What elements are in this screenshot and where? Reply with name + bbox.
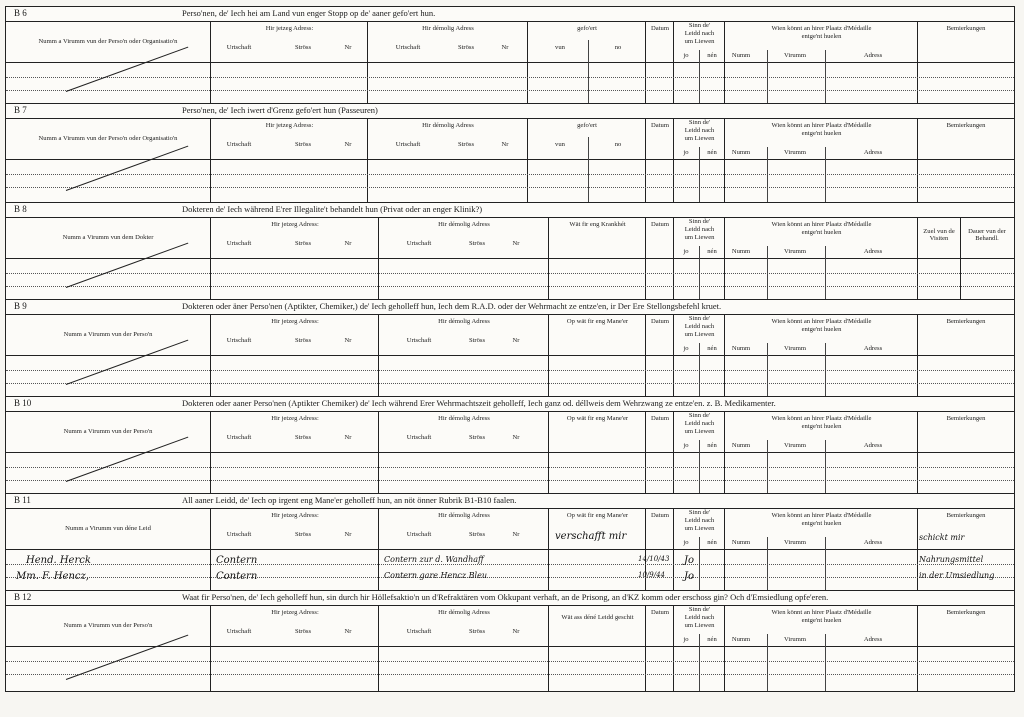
medal-label: Wien könnt an hirer Plaatz d'Médaille: [771, 512, 872, 519]
section-code: B 10: [14, 398, 32, 408]
section-code: B 9: [14, 301, 27, 311]
header-row-divider: [6, 452, 1014, 453]
section-b11: [5, 493, 1015, 590]
section-code: B 7: [14, 105, 27, 115]
medal-subdivider: [825, 343, 826, 396]
section-b7: [5, 103, 1015, 202]
column-7: [918, 606, 1014, 691]
section-b9: [5, 299, 1015, 396]
section-b6: [5, 6, 1015, 103]
street-label: Ströss: [294, 44, 312, 51]
leidd-label: Leidd nach: [684, 614, 715, 621]
header-row-divider: [6, 258, 1014, 259]
street-label: Ströss: [294, 141, 312, 148]
medal-subdivider: [825, 440, 826, 493]
handwritten-help-1: verschafft mir: [555, 531, 627, 542]
number-label: Nr: [344, 628, 352, 635]
liewen-label: um Liewen: [684, 38, 715, 45]
sinn-label: Sinn de': [688, 606, 711, 613]
handwritten-name-1: Hend. Herck: [26, 555, 91, 566]
medal-subdivider: [767, 343, 768, 396]
medal-label-2: entge'nt huelen: [801, 130, 842, 137]
no-label: nén: [707, 636, 717, 643]
medal-subdivider: [767, 440, 768, 493]
number-label: Nr: [344, 337, 352, 344]
medal-name-label: Numm: [731, 248, 751, 255]
name-column-label: Numm a Virumm vun dem Dokter: [62, 234, 154, 241]
section-title: Waat fir Perso'nen, de' Iech geholleff hun, sin durch hir Höllefsaktio'n un d'Refraktären vom Okkupant verhaft, an de Prisong, an d'KZ komm oder erschoss gin? Och d'Emsiedlung opfe'eren.: [182, 592, 829, 602]
entry-line: [6, 273, 1014, 274]
current-address-label: Hir jetzeg Adress:: [271, 221, 319, 228]
sinn-label: Sinn de': [688, 412, 711, 419]
manner-label: Op wät fir eng Mane'er: [566, 318, 629, 325]
medal-label-2: entge'nt huelen: [801, 229, 842, 236]
name-column-label: Numm a Virumm vun déne Leid: [65, 525, 151, 532]
medal-subdivider: [767, 634, 768, 691]
street-label: Ströss: [468, 531, 486, 538]
medal-address-label: Adress: [863, 636, 883, 643]
medal-label-2: entge'nt huelen: [801, 423, 842, 430]
name-column-label: Numm a Virumm vun der Perso'n: [63, 331, 153, 338]
from-label: vun: [555, 44, 565, 51]
no-label: nén: [707, 345, 717, 352]
date-label: Datum: [651, 25, 669, 32]
medal-label-2: entge'nt huelen: [801, 33, 842, 40]
section-title: Perso'nen, de' Iech iwert d'Grenz gefo'ert hun (Passeuren): [182, 105, 378, 115]
section-b12: [5, 590, 1015, 692]
yes-no-divider: [699, 537, 700, 590]
manner-label: Op wät fir eng Mane'er: [566, 512, 629, 519]
entry-line: [6, 383, 1014, 384]
section-body: [6, 119, 1014, 202]
column-0: [6, 606, 211, 691]
medal-subdivider: [825, 50, 826, 103]
header-row-divider: [6, 355, 1014, 356]
section-title: All aaner Leidd, de' Iech op irgent eng Mane'er geholleff hun, an nöt önner Rubrik B1-B10 faalen.: [182, 495, 517, 505]
section-header: [6, 591, 1014, 606]
section-title: Dokteren oder äner Perso'nen (Aptikter, Chemiker,) de' Iech geholleff hun, Iech dem R.A.D. oder der Wehrmacht ze entze'en, ir Der Ere Stellongsbefehl kruet.: [182, 301, 722, 311]
remarks-label: Bemierkungen: [946, 415, 986, 422]
number-label: Nr: [344, 531, 352, 538]
transported-label: gefo'ert: [577, 25, 597, 32]
yes-label: jo: [683, 345, 689, 352]
locality-label: Urtschaft: [226, 434, 252, 441]
medal-label: Wien könnt an hirer Plaatz d'Médaille: [771, 25, 872, 32]
medal-name-label: Numm: [731, 149, 751, 156]
name-column-label: Numm a Virumm vun der Perso'n oder Organisatio'n: [38, 38, 178, 45]
entry-line: [6, 577, 1014, 578]
manner-label: Wät fir eng Krankhét: [569, 221, 626, 228]
entry-line: [6, 174, 1014, 175]
medal-address-label: Adress: [863, 442, 883, 449]
to-label: no: [614, 141, 622, 148]
yes-no-divider: [699, 634, 700, 691]
sinn-label: Sinn de': [688, 119, 711, 126]
former-address-label: Hir démolig Adress: [438, 609, 490, 616]
locality-label: Urtschaft: [395, 44, 421, 51]
locality-label: Urtschaft: [226, 240, 252, 247]
entry-line: [6, 370, 1014, 371]
sinn-label: Sinn de': [688, 218, 711, 225]
column-4: [646, 606, 674, 691]
manner-label: Wät ass déné Leidd geschit: [561, 614, 634, 621]
section-body: [6, 22, 1014, 103]
locality-label: Urtschaft: [226, 141, 252, 148]
handwritten-address-1: Contern zur d. Wandhaff: [384, 555, 484, 564]
sinn-label: Sinn de': [688, 315, 711, 322]
handwritten-remark-4: in der Umsiedlung: [919, 571, 995, 580]
handwritten-name-2: Mm. F. Hencz,: [16, 571, 89, 582]
yes-no-divider: [699, 50, 700, 103]
number-label: Nr: [512, 434, 520, 441]
medal-address-label: Adress: [863, 52, 883, 59]
medal-subdivider: [767, 246, 768, 299]
header-row-divider: [6, 62, 1014, 63]
medal-address-label: Adress: [863, 149, 883, 156]
liewen-label: um Liewen: [684, 135, 715, 142]
section-body: [6, 315, 1014, 396]
handwritten-remark-3: Nahrungsmittel: [919, 555, 984, 564]
leidd-label: Leidd nach: [684, 30, 715, 37]
medal-name-label: Numm: [731, 539, 751, 546]
medal-label: Wien könnt an hirer Plaatz d'Médaille: [771, 415, 872, 422]
name-column-label: Numm a Virumm vun der Perso'n: [63, 428, 153, 435]
remarks-label: Bemierkungen: [946, 318, 986, 325]
no-label: nén: [707, 539, 717, 546]
medal-name-label: Numm: [731, 442, 751, 449]
duration-label: Dauer vun der Behandl.: [968, 228, 1006, 242]
section-header: [6, 7, 1014, 22]
locality-label: Urtschaft: [406, 531, 432, 538]
section-title: Dokteren de' Iech während E'rer Illegalite't behandelt hun (Privat oder an enger Klinik?): [182, 204, 483, 214]
handwritten-remark-1: schickt mir: [919, 533, 965, 542]
handwritten-place-1: Contern: [216, 555, 258, 566]
current-address-label: Hir jetzeg Adress:: [265, 25, 314, 32]
section-code: B 12: [14, 592, 32, 602]
leidd-label: Leidd nach: [684, 420, 715, 427]
leidd-label: Leidd nach: [684, 323, 715, 330]
street-label: Ströss: [294, 628, 312, 635]
yes-label: jo: [683, 149, 689, 156]
manner-label: Op wät fir eng Mane'er: [566, 415, 629, 422]
yes-label: jo: [683, 442, 689, 449]
section-code: B 11: [14, 495, 31, 505]
yes-label: jo: [683, 248, 689, 255]
former-address-label: Hir démolig Adress: [438, 512, 490, 519]
date-label: Datum: [651, 415, 669, 422]
from-to-divider: [588, 137, 589, 202]
yes-no-divider: [699, 440, 700, 493]
registration-form: [5, 6, 1015, 692]
section-title: Dokteren oder aaner Perso'nen (Aptikter Chemiker) de' Iech während Erer Wehrmachtszeit geholleff, Iech ganz od. déllweis dem Wehrzwang ze entze'en. z. B. Medikamenter.: [182, 398, 776, 408]
header-row-divider: [6, 549, 1014, 550]
medal-subdivider: [767, 147, 768, 202]
number-label: Nr: [512, 628, 520, 635]
street-label: Ströss: [468, 240, 486, 247]
former-address-label: Hir démolig Adress: [422, 122, 474, 129]
medal-name-label: Numm: [731, 345, 751, 352]
number-label: Nr: [501, 44, 509, 51]
date-label: Datum: [651, 221, 669, 228]
current-address-label: Hir jetzeg Adress:: [271, 415, 319, 422]
no-label: nén: [707, 442, 717, 449]
name-column-label: Numm a Virumm vun der Perso'n: [63, 622, 153, 629]
number-label: Nr: [344, 240, 352, 247]
transported-label: gefo'ert: [577, 122, 597, 129]
locality-label: Urtschaft: [226, 44, 252, 51]
handwritten-place-2: Contern: [216, 571, 258, 582]
medal-subdivider: [767, 50, 768, 103]
medal-name-label: Numm: [731, 52, 751, 59]
street-label: Ströss: [457, 141, 475, 148]
from-label: vun: [555, 141, 565, 148]
column-1: [211, 119, 368, 202]
medal-address-label: Adress: [863, 345, 883, 352]
liewen-label: um Liewen: [684, 525, 715, 532]
medal-address-label: Adress: [863, 539, 883, 546]
medal-firstname-label: Virumm: [784, 442, 806, 449]
number-label: Nr: [501, 141, 509, 148]
section-header: [6, 494, 1014, 509]
date-label: Datum: [651, 122, 669, 129]
section-body: [6, 218, 1014, 299]
yes-no-divider: [699, 343, 700, 396]
entry-line: [6, 480, 1014, 481]
column-4: [646, 119, 674, 202]
remarks-label: Bemierkungen: [946, 25, 986, 32]
street-label: Ströss: [468, 628, 486, 635]
medal-label-2: entge'nt huelen: [801, 617, 842, 624]
no-label: nén: [707, 248, 717, 255]
remarks-label: Bemierkungen: [946, 512, 986, 519]
section-header: [6, 104, 1014, 119]
section-b8: [5, 202, 1015, 299]
medal-firstname-label: Virumm: [784, 52, 806, 59]
entry-line: [6, 187, 1014, 188]
section-body: [6, 606, 1014, 691]
leidd-label: Leidd nach: [684, 517, 715, 524]
to-label: no: [614, 44, 622, 51]
remarks-label: Bemierkungen: [946, 609, 986, 616]
number-label: Nr: [512, 337, 520, 344]
medal-firstname-label: Virumm: [784, 636, 806, 643]
medal-label-2: entge'nt huelen: [801, 520, 842, 527]
column-2: [368, 119, 528, 202]
section-code: B 6: [14, 8, 27, 18]
medal-subdivider: [825, 634, 826, 691]
entry-line: [6, 286, 1014, 287]
handwritten-yes-2: Jo: [684, 571, 695, 582]
street-label: Ströss: [468, 434, 486, 441]
street-label: Ströss: [294, 337, 312, 344]
locality-label: Urtschaft: [406, 240, 432, 247]
former-address-label: Hir démolig Adress: [438, 221, 490, 228]
yes-label: jo: [683, 52, 689, 59]
number-label: Nr: [344, 434, 352, 441]
former-address-label: Hir démolig Adress: [438, 415, 490, 422]
no-label: nén: [707, 52, 717, 59]
name-column-label: Numm a Virumm vun der Perso'n oder Organisatio'n: [38, 135, 178, 142]
column-7: [918, 119, 1014, 202]
medal-firstname-label: Virumm: [784, 345, 806, 352]
section-b10: [5, 396, 1015, 493]
street-label: Ströss: [457, 44, 475, 51]
medal-label: Wien könnt an hirer Plaatz d'Médaille: [771, 221, 872, 228]
number-label: Nr: [512, 240, 520, 247]
liewen-label: um Liewen: [684, 331, 715, 338]
medal-label: Wien könnt an hirer Plaatz d'Médaille: [771, 122, 872, 129]
sinn-label: Sinn de': [688, 22, 711, 29]
column-0: [6, 119, 211, 202]
section-code: B 8: [14, 204, 27, 214]
date-label: Datum: [651, 512, 669, 519]
former-address-label: Hir démolig Adress: [422, 25, 474, 32]
date-label: Datum: [651, 609, 669, 616]
medal-subdivider: [825, 537, 826, 590]
sinn-label: Sinn de': [688, 509, 711, 516]
medal-label: Wien könnt an hirer Plaatz d'Médaille: [771, 609, 872, 616]
remarks-label: Bemierkungen: [946, 122, 986, 129]
locality-label: Urtschaft: [226, 531, 252, 538]
number-label: Nr: [344, 141, 352, 148]
column-2: [379, 606, 549, 691]
handwritten-address-2: Contern gare Hencz Bleu: [384, 571, 487, 580]
section-header: [6, 203, 1014, 218]
medal-label: Wien könnt an hirer Plaatz d'Médaille: [771, 318, 872, 325]
handwritten-date-1: 14/10/43: [638, 555, 670, 563]
no-label: nén: [707, 149, 717, 156]
date-label: Datum: [651, 318, 669, 325]
number-label: Nr: [344, 44, 352, 51]
medal-subdivider: [825, 246, 826, 299]
locality-label: Urtschaft: [406, 628, 432, 635]
street-label: Ströss: [468, 337, 486, 344]
former-address-label: Hir démolig Adress: [438, 318, 490, 325]
liewen-label: um Liewen: [684, 622, 715, 629]
entry-line: [6, 661, 1014, 662]
entry-line: [6, 90, 1014, 91]
entry-line: [6, 564, 1014, 565]
locality-label: Urtschaft: [226, 628, 252, 635]
number-label: Nr: [512, 531, 520, 538]
medal-address-label: Adress: [863, 248, 883, 255]
yes-no-divider: [699, 246, 700, 299]
medal-subdivider: [825, 147, 826, 202]
handwritten-date-2: 10/9/44: [638, 571, 665, 579]
street-label: Ströss: [294, 434, 312, 441]
locality-label: Urtschaft: [395, 141, 421, 148]
leidd-label: Leidd nach: [684, 226, 715, 233]
street-label: Ströss: [294, 240, 312, 247]
medal-name-label: Numm: [731, 636, 751, 643]
current-address-label: Hir jetzeg Adress:: [271, 512, 319, 519]
current-address-label: Hir jetzeg Adress:: [271, 318, 319, 325]
current-address-label: Hir jetzeg Adress:: [271, 609, 319, 616]
column-1: [211, 606, 379, 691]
visits-label: Zuel vun de Visiten: [923, 228, 955, 242]
yes-no-divider: [699, 147, 700, 202]
yes-label: jo: [683, 539, 689, 546]
section-body: [6, 412, 1014, 493]
liewen-label: um Liewen: [684, 234, 715, 241]
section-header: [6, 300, 1014, 315]
locality-label: Urtschaft: [226, 337, 252, 344]
section-header: [6, 397, 1014, 412]
current-address-label: Hir jetzeg Adress:: [265, 122, 314, 129]
handwritten-yes-1: Jo: [684, 555, 695, 566]
medal-firstname-label: Virumm: [784, 539, 806, 546]
entry-line: [6, 77, 1014, 78]
entry-line: [6, 467, 1014, 468]
section-title: Perso'nen, de' Iech hei am Land vun enger Stopp op de' aaner gefo'ert hun.: [182, 8, 436, 18]
column-3: [528, 119, 646, 202]
entry-line: [6, 674, 1014, 675]
medal-firstname-label: Virumm: [784, 248, 806, 255]
medal-firstname-label: Virumm: [784, 149, 806, 156]
header-row-divider: [6, 159, 1014, 160]
from-to-divider: [588, 40, 589, 103]
section-body: [6, 509, 1014, 590]
leidd-label: Leidd nach: [684, 127, 715, 134]
locality-label: Urtschaft: [406, 337, 432, 344]
liewen-label: um Liewen: [684, 428, 715, 435]
medal-subdivider: [767, 537, 768, 590]
street-label: Ströss: [294, 531, 312, 538]
yes-label: jo: [683, 636, 689, 643]
locality-label: Urtschaft: [406, 434, 432, 441]
medal-label-2: entge'nt huelen: [801, 326, 842, 333]
